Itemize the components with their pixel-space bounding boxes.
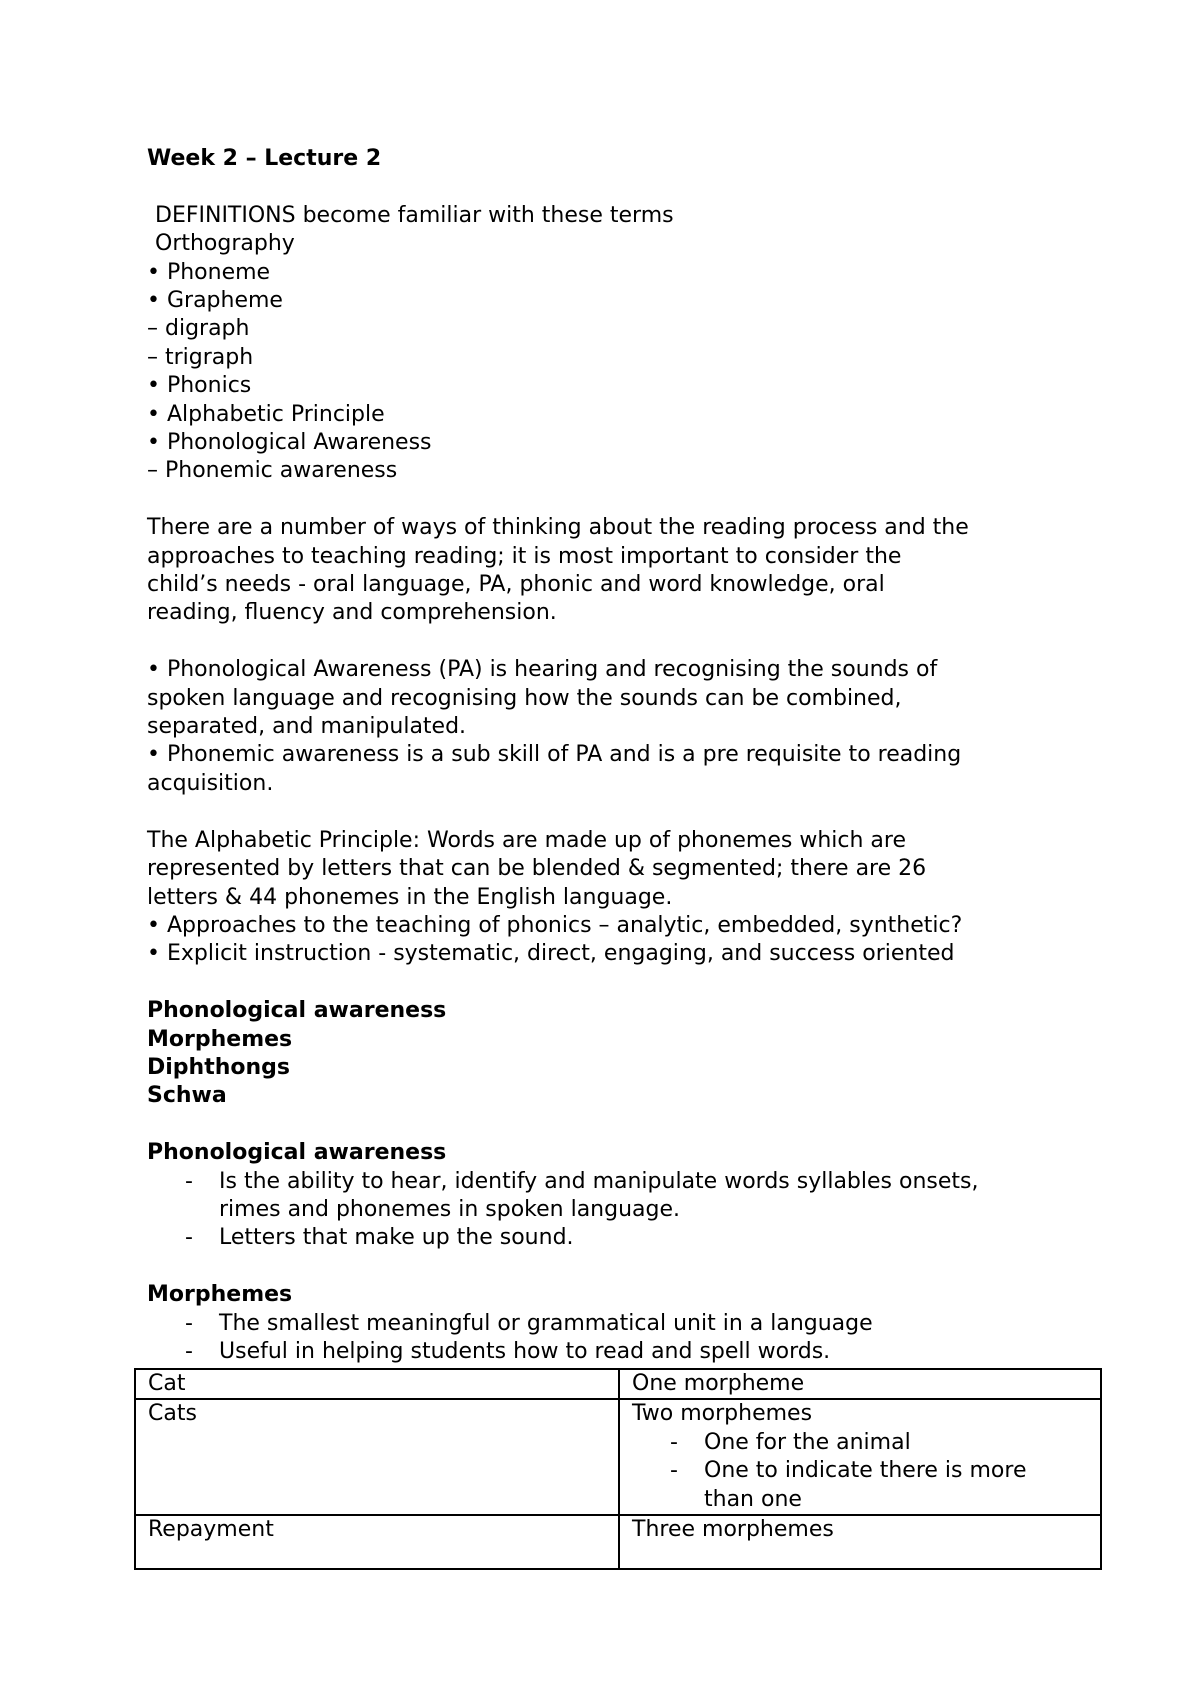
list-item [147,1310,1067,1338]
pa-paragraph-line: spoken language and recognising how the sounds can be combined, [147,685,902,711]
dash-bullet: - [185,1168,193,1194]
topic-heading: Diphthongs [147,1054,291,1080]
table-cell-word: Cat [135,1369,619,1399]
reading-paragraph-line: reading, fluency and comprehension. [147,600,557,626]
list-item-line: Useful in helping students how to read and spell words. [219,1338,831,1364]
dash-bullet: - [185,1338,193,1364]
definition-term: • Grapheme [147,288,283,314]
definition-term: – digraph [147,316,250,342]
dash-bullet: - [185,1310,193,1336]
list-item-line: The smallest meaningful or grammatical unit in a language [219,1310,873,1336]
topic-heading: Schwa [147,1083,227,1109]
document-page [147,145,1067,1366]
list-item [147,1338,1067,1366]
list-item [147,1224,1067,1252]
alphabetic-paragraph-line: represented by letters that can be blended & segmented; there are 26 [147,856,927,882]
topic-heading: Phonological awareness [147,998,447,1024]
table-row [135,1399,1101,1515]
list-item-line: Letters that make up the sound. [219,1225,574,1251]
spacer [147,1111,1067,1139]
pa-paragraph-line: • Phonemic awareness is a sub skill of PA and is a pre requisite to reading [147,742,962,768]
spacer [147,1253,1067,1281]
spacer [147,969,1067,997]
phonological-heading: Phonological awareness [147,1140,447,1166]
list-item-line: One for the animal [704,1429,911,1455]
definition-term: – Phonemic awareness [147,458,398,484]
pa-paragraph-line: • Phonological Awareness (PA) is hearing and recognising the sounds of [147,657,938,683]
table-cell-desc: One morpheme [619,1369,1101,1399]
list-item-line: rimes and phonemes in spoken language. [219,1196,681,1222]
list-item [632,1429,1088,1457]
definition-term: • Phonological Awareness [147,430,432,456]
morpheme-table [134,1368,1102,1570]
list-item-line: than one [704,1486,802,1512]
topic-heading: Morphemes [147,1026,293,1052]
alphabetic-paragraph-line: letters & 44 phonemes in the English language. [147,884,673,910]
morphemes-list [147,1310,1067,1367]
definition-term: • Phonics [147,373,252,399]
alphabetic-paragraph-line: The Alphabetic Principle: Words are made up of phonemes which are [147,827,906,853]
list-item [632,1457,1088,1514]
morphemes-heading: Morphemes [147,1282,293,1308]
definition-term: • Phoneme [147,259,271,285]
definitions-heading: DEFINITIONS become familiar with these terms [155,202,674,228]
reading-paragraph-line: There are a number of ways of thinking about the reading process and the [147,515,969,541]
phonological-list [147,1168,1067,1253]
pa-paragraph-line: acquisition. [147,770,274,796]
dash-bullet: - [670,1458,678,1484]
list-item-line: One to indicate there is more [704,1458,1027,1484]
reading-paragraph-line: child’s needs - oral language, PA, phonic and word knowledge, oral [147,572,885,598]
table-row [135,1369,1101,1399]
definition-term: • Alphabetic Principle [147,401,385,427]
spacer [147,628,1067,656]
reading-paragraph-line: approaches to teaching reading; it is most important to consider the [147,543,902,569]
table-cell-desc: Three morphemes [619,1515,1101,1569]
table-cell-desc [619,1399,1101,1515]
alphabetic-paragraph-line: • Explicit instruction - systematic, direct, engaging, and success oriented [147,941,955,967]
table-row [135,1515,1101,1569]
dash-bullet: - [185,1225,193,1251]
list-item-line: Is the ability to hear, identify and manipulate words syllables onsets, [219,1168,979,1194]
definition-term: Orthography [155,231,295,257]
dash-bullet: - [670,1429,678,1455]
spacer [147,798,1067,826]
alphabetic-paragraph-line: • Approaches to the teaching of phonics – analytic, embedded, synthetic? [147,912,963,938]
list-item [147,1168,1067,1225]
spacer [147,486,1067,514]
table-cell-word: Repayment [135,1515,619,1569]
spacer [147,173,1067,201]
cell-sub-list [632,1429,1088,1514]
page-title: Week 2 – Lecture 2 [147,146,382,171]
definition-term: – trigraph [147,344,254,370]
table-cell-word: Cats [135,1399,619,1515]
cell-desc-text: Two morphemes [632,1401,813,1427]
pa-paragraph-line: separated, and manipulated. [147,714,467,740]
